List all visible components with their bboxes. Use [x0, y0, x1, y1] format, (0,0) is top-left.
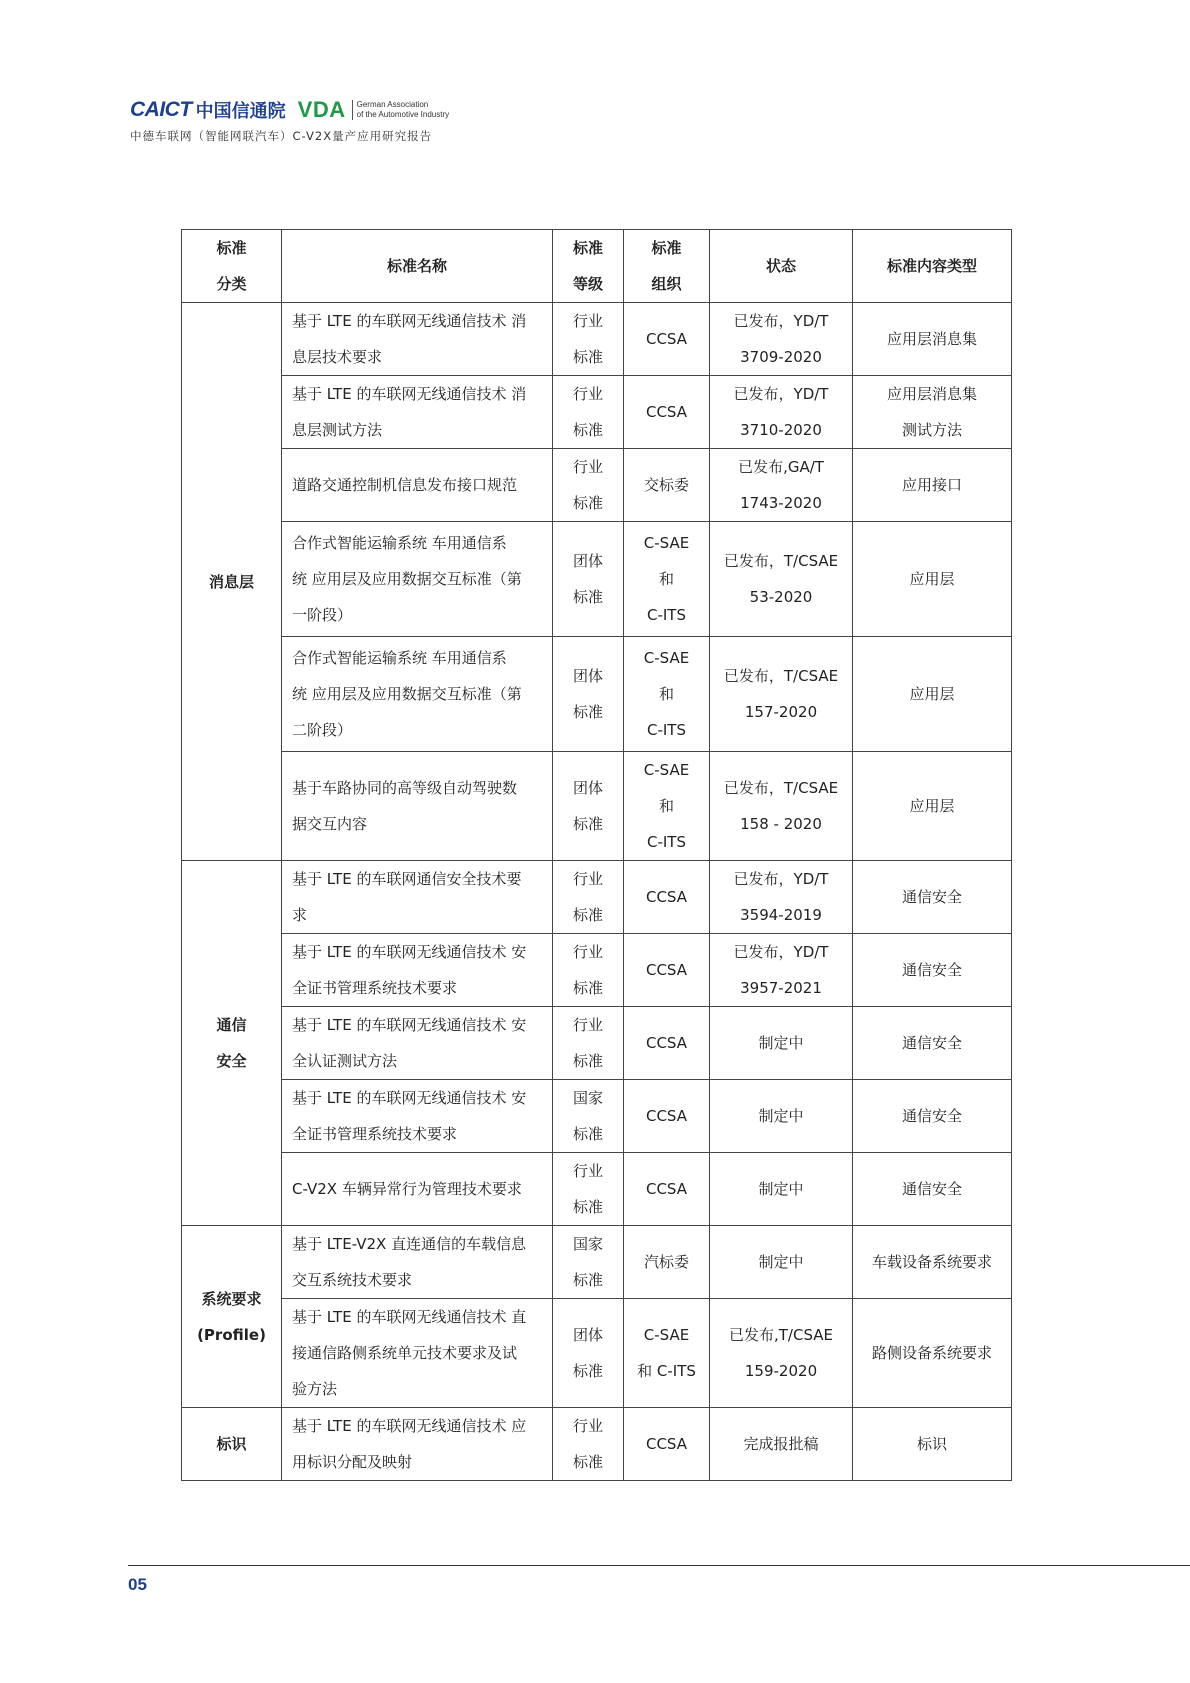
page-number: 05: [128, 1575, 147, 1594]
org-cell: CCSA: [624, 303, 710, 376]
org-cell: CCSA: [624, 1153, 710, 1226]
org-cell: CCSA: [624, 1080, 710, 1153]
name-cell: 基于车路协同的高等级自动驾驶数 据交互内容: [282, 752, 553, 861]
content-type-cell: 应用层: [853, 522, 1012, 637]
caict-org-name: 中国信通院: [195, 101, 286, 122]
name-cell: 基于 LTE 的车联网无线通信技术 安 全证书管理系统技术要求: [282, 1080, 553, 1153]
table-header-row: [182, 230, 1012, 303]
name-cell: C-V2X 车辆异常行为管理技术要求: [282, 1153, 553, 1226]
name-cell: 基于 LTE 的车联网无线通信技术 消 息层技术要求: [282, 303, 553, 376]
name-cell: 道路交通控制机信息发布接口规范: [282, 449, 553, 522]
content-type-cell: 通信安全: [853, 1153, 1012, 1226]
level-cell: 行业 标准: [553, 1408, 624, 1481]
category-cell-message-layer: 消息层: [182, 303, 282, 861]
name-cell: 基于 LTE 的车联网无线通信技术 应 用标识分配及映射: [282, 1408, 553, 1481]
level-cell: 行业 标准: [553, 303, 624, 376]
level-cell: 团体 标准: [553, 637, 624, 752]
status-cell: 制定中: [710, 1080, 853, 1153]
status-cell: 已发布,GA/T 1743-2020: [710, 449, 853, 522]
status-cell: 已发布,T/CSAE 159-2020: [710, 1299, 853, 1408]
status-cell: 制定中: [710, 1153, 853, 1226]
table-row: [182, 934, 1012, 1007]
table-row: [182, 1153, 1012, 1226]
header-org: 标准 组织: [624, 230, 710, 303]
org-cell: CCSA: [624, 1007, 710, 1080]
level-cell: 行业 标准: [553, 861, 624, 934]
level-cell: 团体 标准: [553, 1299, 624, 1408]
report-title: 中德车联网（智能网联汽车）C-V2X量产应用研究报告: [130, 129, 433, 143]
content-type-cell: 应用层消息集: [853, 303, 1012, 376]
caict-logo: CAICT: [130, 98, 192, 121]
name-cell: 合作式智能运输系统 车用通信系 统 应用层及应用数据交互标准（第 二阶段）: [282, 637, 553, 752]
header-name: 标准名称: [282, 230, 553, 303]
org-cell: C-SAE 和 C-ITS: [624, 637, 710, 752]
content-type-cell: 应用层: [853, 752, 1012, 861]
header-category: 标准 分类: [182, 230, 282, 303]
content-type-cell: 应用层消息集 测试方法: [853, 376, 1012, 449]
org-cell: CCSA: [624, 934, 710, 1007]
table-row: [182, 376, 1012, 449]
level-cell: 行业 标准: [553, 449, 624, 522]
table-row: [182, 1007, 1012, 1080]
level-cell: 行业 标准: [553, 1007, 624, 1080]
level-cell: 国家 标准: [553, 1226, 624, 1299]
org-cell: 汽标委: [624, 1226, 710, 1299]
standards-table: [181, 229, 1012, 1481]
name-cell: 基于 LTE 的车联网无线通信技术 安 全认证测试方法: [282, 1007, 553, 1080]
header-content-type: 标准内容类型: [853, 230, 1012, 303]
org-cell: C-SAE 和 C-ITS: [624, 1299, 710, 1408]
org-cell: 交标委: [624, 449, 710, 522]
table-row: [182, 1226, 1012, 1299]
name-cell: 基于 LTE 的车联网无线通信技术 安 全证书管理系统技术要求: [282, 934, 553, 1007]
status-cell: 制定中: [710, 1007, 853, 1080]
content-type-cell: 应用接口: [853, 449, 1012, 522]
table-row: [182, 861, 1012, 934]
vda-line-1: German Association: [356, 100, 429, 109]
org-cell: CCSA: [624, 1408, 710, 1481]
level-cell: 行业 标准: [553, 376, 624, 449]
content-type-cell: 车载设备系统要求: [853, 1226, 1012, 1299]
header-level: 标准 等级: [553, 230, 624, 303]
table-row: [182, 303, 1012, 376]
status-cell: 已发布，T/CSAE 157-2020: [710, 637, 853, 752]
org-cell: C-SAE 和 C-ITS: [624, 522, 710, 637]
name-cell: 基于 LTE-V2X 直连通信的车载信息 交互系统技术要求: [282, 1226, 553, 1299]
level-cell: 团体 标准: [553, 752, 624, 861]
vda-org-name: [352, 100, 450, 120]
table-row: [182, 1408, 1012, 1481]
status-cell: 制定中: [710, 1226, 853, 1299]
name-cell: 基于 LTE 的车联网通信安全技术要 求: [282, 861, 553, 934]
status-cell: 已发布，YD/T 3709-2020: [710, 303, 853, 376]
status-cell: 已发布，YD/T 3710-2020: [710, 376, 853, 449]
content-type-cell: 通信安全: [853, 934, 1012, 1007]
content-type-cell: 应用层: [853, 637, 1012, 752]
content-type-cell: 通信安全: [853, 1080, 1012, 1153]
table-row: [182, 752, 1012, 861]
logo-row: [130, 98, 449, 122]
level-cell: 行业 标准: [553, 934, 624, 1007]
status-cell: 已发布，YD/T 3594-2019: [710, 861, 853, 934]
footer-divider: [128, 1565, 1190, 1566]
content-type-cell: 路侧设备系统要求: [853, 1299, 1012, 1408]
org-cell: C-SAE 和 C-ITS: [624, 752, 710, 861]
vda-logo: VDA: [297, 97, 346, 122]
status-cell: 已发布，YD/T 3957-2021: [710, 934, 853, 1007]
status-cell: 完成报批稿: [710, 1408, 853, 1481]
content-type-cell: 通信安全: [853, 861, 1012, 934]
org-cell: CCSA: [624, 376, 710, 449]
page-header: [130, 98, 449, 144]
level-cell: 国家 标准: [553, 1080, 624, 1153]
name-cell: 基于 LTE 的车联网无线通信技术 消 息层测试方法: [282, 376, 553, 449]
status-cell: 已发布，T/CSAE 158 - 2020: [710, 752, 853, 861]
status-cell: 已发布，T/CSAE 53-2020: [710, 522, 853, 637]
name-cell: 基于 LTE 的车联网无线通信技术 直 接通信路侧系统单元技术要求及试 验方法: [282, 1299, 553, 1408]
table-row: [182, 637, 1012, 752]
category-cell-comm-security: 通信 安全: [182, 861, 282, 1226]
level-cell: 团体 标准: [553, 522, 624, 637]
vda-line-2: of the Automotive Industry: [356, 110, 450, 119]
table-row: [182, 1080, 1012, 1153]
name-cell: 合作式智能运输系统 车用通信系 统 应用层及应用数据交互标准（第 一阶段）: [282, 522, 553, 637]
content-type-cell: 通信安全: [853, 1007, 1012, 1080]
header-status: 状态: [710, 230, 853, 303]
category-cell-system-req: 系统要求 (Profile): [182, 1226, 282, 1408]
level-cell: 行业 标准: [553, 1153, 624, 1226]
content-type-cell: 标识: [853, 1408, 1012, 1481]
org-cell: CCSA: [624, 861, 710, 934]
table-row: [182, 1299, 1012, 1408]
table-row: [182, 449, 1012, 522]
category-cell-identifier: 标识: [182, 1408, 282, 1481]
table-row: [182, 522, 1012, 637]
